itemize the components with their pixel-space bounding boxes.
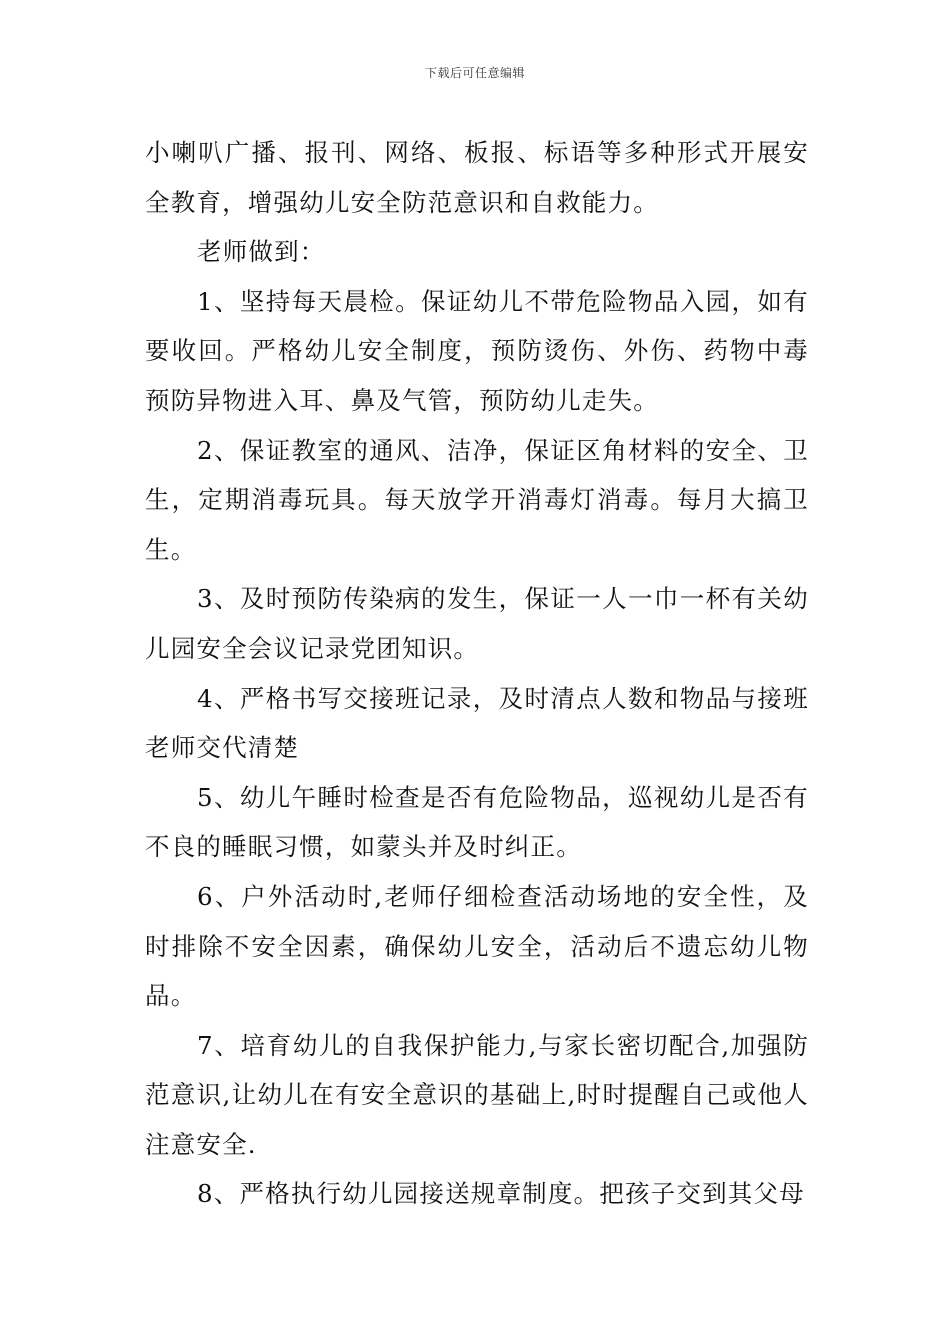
page-header: 下载后可任意编辑 — [424, 66, 525, 80]
paragraph-item-2: 2、保证教室的通风、洁净，保证区角材料的安全、卫生，定期消毒玩具。每天放学开消毒灯消毒。每月大搞卫生。 — [145, 435, 809, 564]
paragraph-item-3: 3、及时预防传染病的发生，保证一人一巾一杯有关幼儿园安全会议记录党团知识。 — [145, 584, 809, 663]
paragraph-item-5: 5、幼儿午睡时检查是否有危险物品，巡视幼儿是否有不良的睡眠习惯，如蒙头并及时纠正。 — [145, 782, 809, 862]
paragraph-item-6: 6、户外活动时,老师仔细检查活动场地的安全性，及时排除不安全因素，确保幼儿安全，活动后不遗忘幼儿物品。 — [145, 881, 809, 1011]
paragraph-item-1: 1、坚持每天晨检。保证幼儿不带危险物品入园，如有要收回。严格幼儿安全制度，预防烫伤、外伤、药物中毒预防异物进入耳、鼻及气管，预防幼儿走失。 — [145, 286, 809, 415]
paragraph-item-4: 4、严格书写交接班记录，及时清点人数和物品与接班老师交代清楚 — [145, 683, 809, 763]
paragraph-teacher-duties-heading: 老师做到： — [197, 237, 326, 267]
paragraph-item-7: 7、培育幼儿的自我保护能力,与家长密切配合,加强防范意识,让幼儿在有安全意识的基础上,时时提醒自己或他人注意安全. — [145, 1030, 809, 1159]
paragraph-intro-continued: 小喇叭广播、报刊、网络、板报、标语等多种形式开展安全教育，增强幼儿安全防范意识和自救能力。 — [145, 138, 809, 217]
paragraph-item-8: 8、严格执行幼儿园接送规章制度。把孩子交到其父母 — [197, 1179, 805, 1209]
document-body — [145, 128, 809, 1219]
